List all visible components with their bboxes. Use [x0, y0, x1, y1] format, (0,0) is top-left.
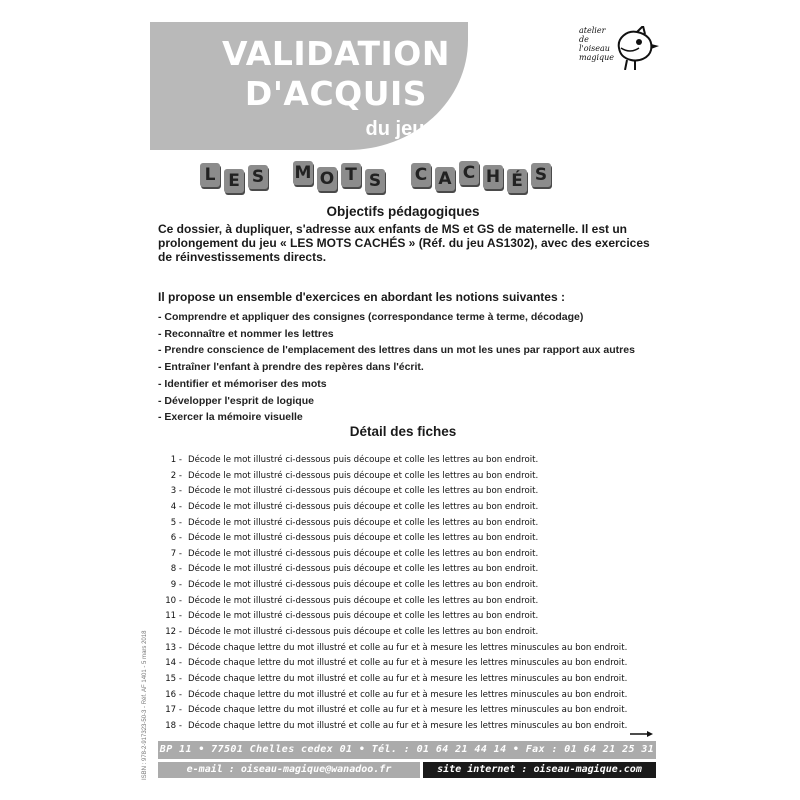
fiche-number: 14 -	[165, 658, 182, 669]
letter-tile: M	[294, 163, 312, 183]
publisher-logo	[579, 26, 659, 70]
title-line-1: VALIDATION	[222, 34, 450, 73]
list-item: - Exercer la mémoire visuelle	[158, 411, 303, 424]
fiche-number: 8 -	[170, 564, 182, 575]
fiche-number: 11 -	[165, 611, 182, 622]
fiche-text: Décode le mot illustré ci-dessous puis découpe et colle les lettres au bon endroit.	[188, 455, 539, 465]
fiche-text: Décode le mot illustré ci-dessous puis découpe et colle les lettres au bon endroit.	[188, 517, 539, 528]
letter-tile: O	[317, 167, 337, 191]
fiches-list	[158, 453, 658, 735]
fiche-text: Décode le mot illustré ci-dessous puis découpe et colle les lettres au bon endroit.	[188, 486, 539, 497]
fiche-text: Décode le mot illustré ci-dessous puis découpe et colle les lettres au bon endroit.	[188, 580, 539, 591]
fiche-text: Décode le mot illustré ci-dessous puis découpe et colle les lettres au bon endroit.	[188, 501, 539, 512]
arrow-right-icon	[630, 730, 654, 738]
objectives-paragraph: Ce dossier, à dupliquer, s'adresse aux enfants de MS et GS de maternelle. Il est un prolongement du jeu « LES MOTS CACHÉS » (Réf. du jeu AS1302), avec des exercices de réinvestissements directs.	[158, 222, 650, 264]
game-title-tiles	[190, 155, 610, 195]
letter-tile: A	[435, 167, 455, 191]
letter-tile: E	[224, 169, 244, 193]
fiche-number: 18 -	[165, 720, 182, 731]
fiche-number: 7 -	[170, 548, 182, 559]
fiche-number: 15 -	[165, 673, 182, 684]
fiche-text: Décode chaque lettre du mot illustré et colle au fur et à mesure les lettres minuscules au bon endroit.	[188, 689, 628, 700]
fiche-text: Décode le mot illustré ci-dessous puis découpe et colle les lettres au bon endroit.	[188, 470, 539, 481]
fiche-text: Décode chaque lettre du mot illustré et colle au fur et à mesure les lettres minuscules au bon endroit.	[188, 642, 628, 653]
list-item: - Développer l'esprit de logique	[158, 394, 314, 407]
fiche-row	[158, 641, 658, 657]
fiche-text: Décode le mot illustré ci-dessous puis découpe et colle les lettres au bon endroit.	[188, 611, 539, 622]
fiche-number: 2 -	[170, 470, 182, 481]
fiches-heading: Détail des fiches	[349, 424, 457, 439]
fiche-text: Décode le mot illustré ci-dessous puis découpe et colle les lettres au bon endroit.	[188, 595, 539, 606]
fiche-row	[158, 609, 658, 625]
fiche-text: Décode chaque lettre du mot illustré et colle au fur et à mesure les lettres minuscules au bon endroit.	[188, 658, 628, 669]
objectives-heading: Objectifs pédagogiques	[326, 204, 480, 219]
footer-email: e-mail : oiseau-magique@wanadoo.fr	[158, 762, 420, 778]
fiche-row	[158, 500, 658, 516]
letter-tile: É	[507, 169, 527, 193]
letter-tile: C	[459, 161, 479, 185]
fiche-text: Décode le mot illustré ci-dessous puis découpe et colle les lettres au bon endroit.	[188, 548, 539, 559]
fiche-row	[158, 547, 658, 563]
letter-tile: L	[200, 163, 220, 187]
list-item: - Comprendre et appliquer des consignes (correspondance terme à terme, décodage)	[158, 311, 584, 323]
fiche-row	[158, 516, 658, 532]
fiche-row	[158, 469, 658, 485]
fiche-number: 4 -	[170, 501, 182, 512]
fiche-text: Décode le mot illustré ci-dessous puis découpe et colle les lettres au bon endroit.	[188, 564, 539, 575]
fiche-number: 9 -	[170, 580, 182, 591]
letter-tile: H	[483, 165, 503, 189]
list-item: - Entraîner l'enfant à prendre des repères dans l'écrit.	[158, 361, 424, 374]
fiche-row	[158, 703, 658, 719]
notions-list	[158, 309, 668, 426]
fiche-row	[158, 656, 658, 672]
fiche-number: 1 -	[170, 455, 182, 465]
fiche-row	[158, 562, 658, 578]
page-subtitle: du jeu	[365, 118, 425, 140]
fiche-row	[158, 453, 658, 469]
fiche-row	[158, 719, 658, 735]
fiche-text: Décode le mot illustré ci-dessous puis découpe et colle les lettres au bon endroit.	[188, 533, 539, 544]
fiche-text: Décode chaque lettre du mot illustré et colle au fur et à mesure les lettres minuscules au bon endroit.	[188, 673, 628, 684]
letter-tile: S	[531, 163, 551, 187]
fiche-row	[158, 578, 658, 594]
letter-tile: S	[248, 165, 268, 189]
fiche-number: 12 -	[165, 627, 182, 638]
fiche-number: 3 -	[170, 486, 182, 497]
fiche-row	[158, 688, 658, 704]
fiche-number: 10 -	[165, 595, 182, 606]
fiche-number: 5 -	[170, 517, 182, 528]
list-item: - Reconnaître et nommer les lettres	[158, 327, 334, 340]
fiche-row	[158, 484, 658, 500]
fiche-row	[158, 625, 658, 641]
letter-tile: T	[341, 163, 361, 187]
letter-tile: C	[411, 163, 431, 187]
fiche-text: Décode chaque lettre du mot illustré et colle au fur et à mesure les lettres minuscules au bon endroit.	[188, 720, 628, 731]
fiche-number: 6 -	[170, 533, 182, 544]
fiche-number: 17 -	[165, 705, 182, 716]
fiche-row	[158, 594, 658, 610]
footer-website: site internet : oiseau-magique.com	[423, 762, 656, 778]
title-line-2: D'ACQUIS	[244, 74, 428, 113]
isbn-note: ISBN : 978-2-917323-50-3 - Réf. AF 1401 - 5 mars 2018	[142, 630, 148, 780]
fiche-number: 13 -	[165, 642, 182, 653]
list-item: - Prendre conscience de l'emplacement des lettres dans un mot les unes par rapport aux autres	[158, 344, 635, 357]
fiche-text: Décode chaque lettre du mot illustré et colle au fur et à mesure les lettres minuscules au bon endroit.	[188, 705, 628, 716]
fiche-text: Décode le mot illustré ci-dessous puis découpe et colle les lettres au bon endroit.	[188, 627, 539, 638]
footer-address: BP 11 • 77501 Chelles cedex 01 • Tél. : 01 64 21 44 14 • Fax : 01 64 21 25 31	[158, 741, 656, 759]
fiche-row	[158, 672, 658, 688]
notions-intro: Il propose un ensemble d'exercices en abordant les notions suivantes :	[158, 290, 565, 304]
fiche-number: 16 -	[165, 689, 182, 700]
list-item: - Identifier et mémoriser des mots	[158, 377, 327, 390]
fiche-row	[158, 531, 658, 547]
bird-icon	[613, 26, 659, 70]
logo-text: atelier de l'oiseau magique	[579, 26, 615, 62]
page-title	[206, 34, 466, 114]
letter-tile: S	[365, 169, 385, 193]
